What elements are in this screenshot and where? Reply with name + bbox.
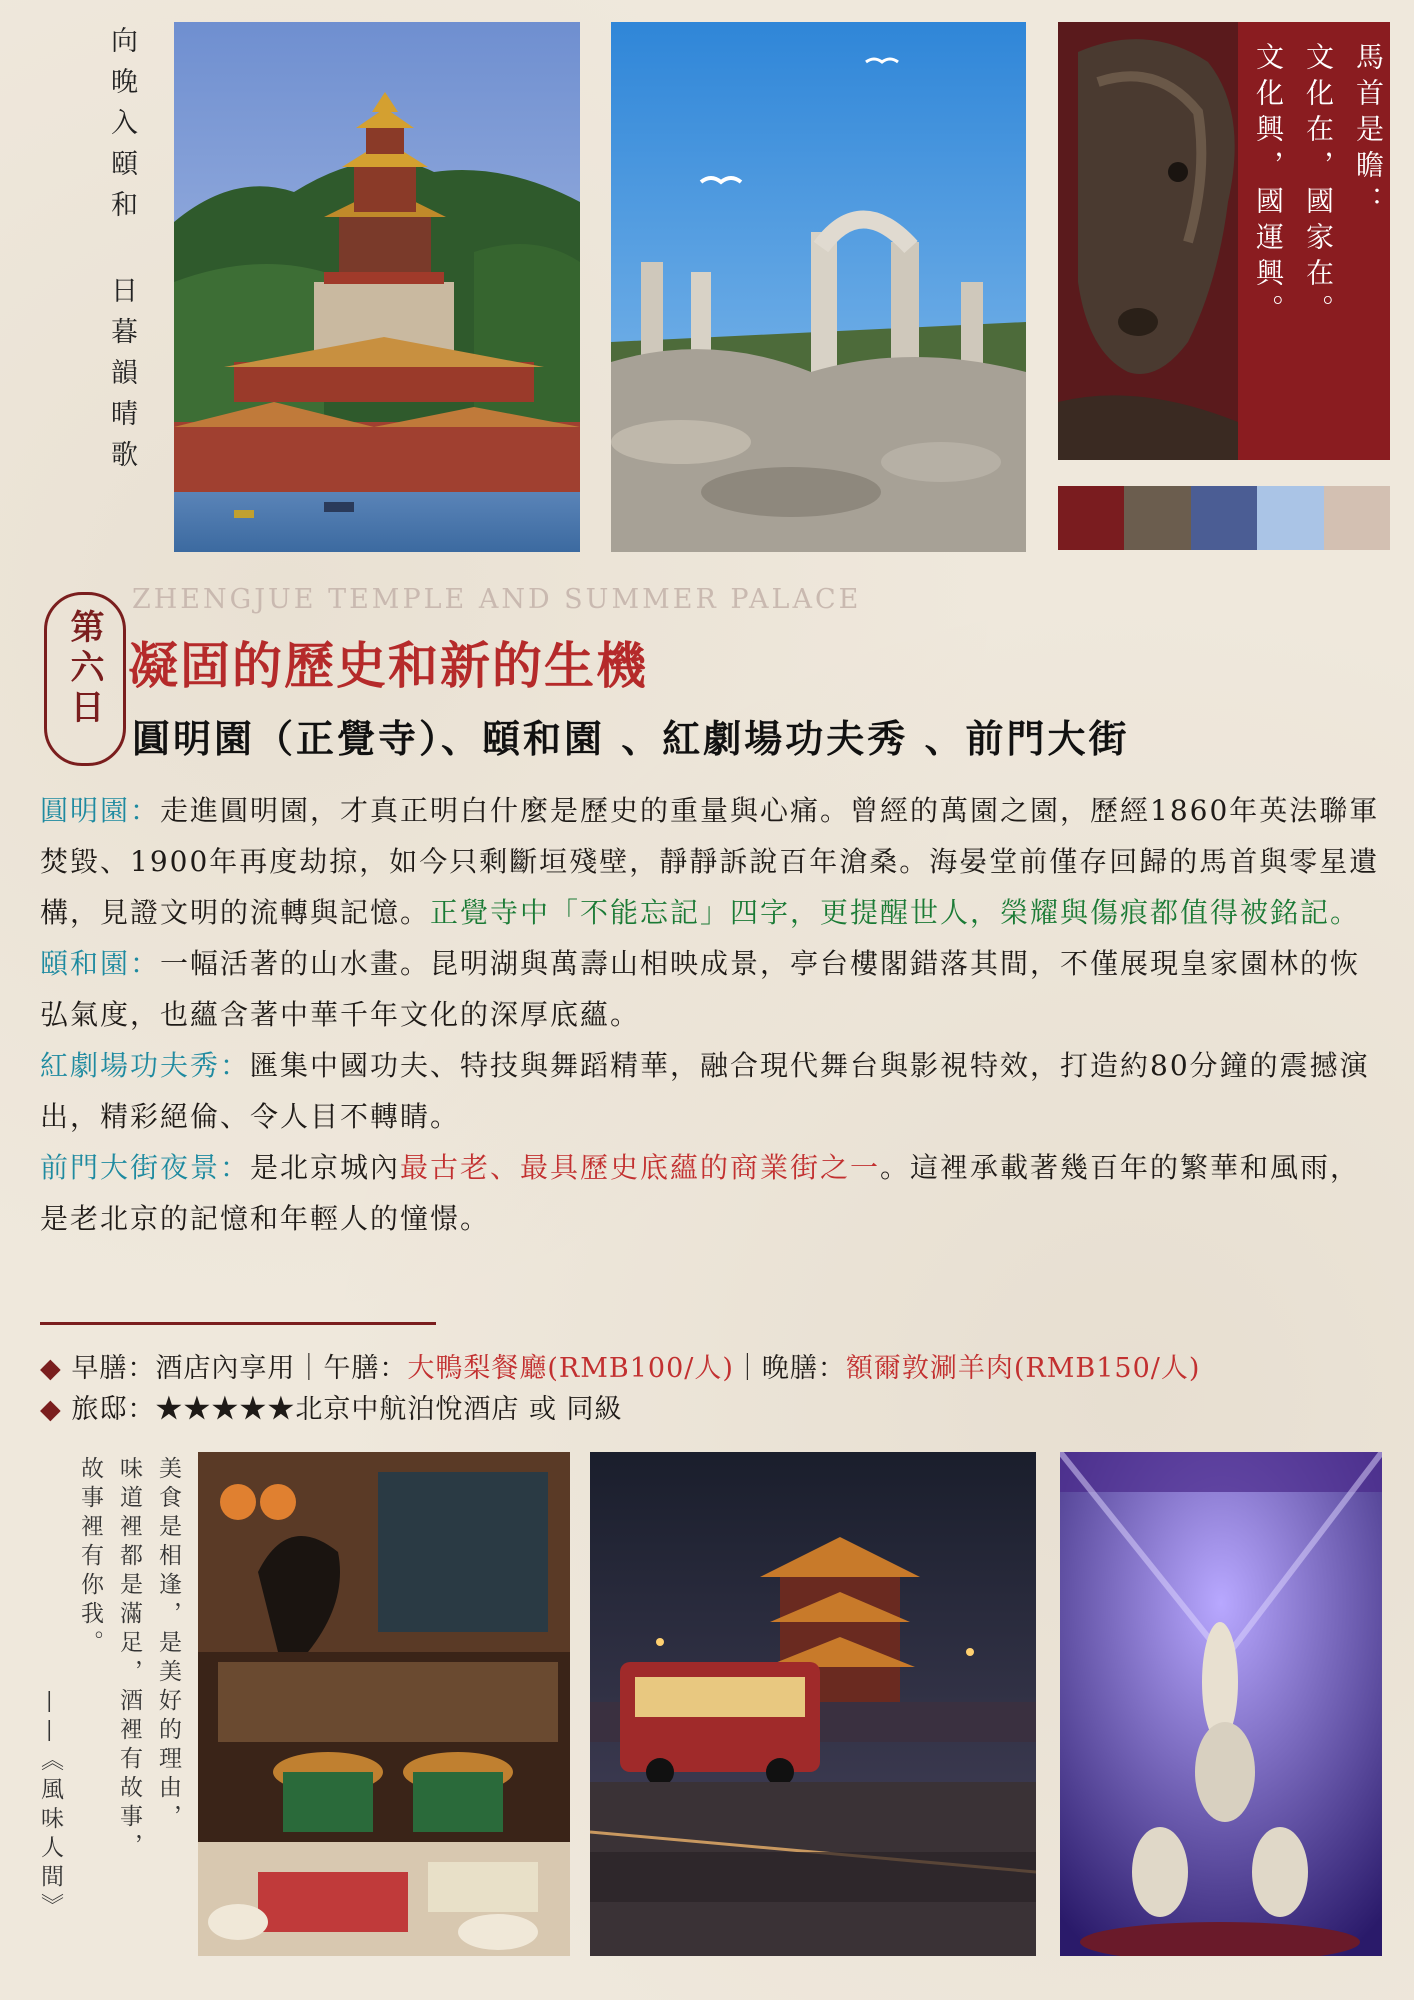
dinner-value: 額爾敦涮羊肉(RMB150/人)	[845, 1353, 1201, 1384]
label-yuanmingyuan: 圓明園：	[40, 794, 161, 827]
divider-line	[40, 1322, 436, 1325]
meals-line	[40, 1346, 1200, 1385]
text-qianmen-highlight: 最古老、最具歷史底蘊的商業街之一	[400, 1151, 881, 1184]
text-qianmen-b: 。這裡承載著幾百年的繁華和風雨，是老北京的記憶和年輕人的憧憬。	[40, 1151, 1361, 1235]
swatch-1	[1058, 486, 1124, 550]
paragraph-summer-palace	[40, 938, 1380, 1040]
horse-quote-line-2: 文化在，國家在。	[1302, 42, 1335, 330]
kungfu-show-photo	[1060, 1452, 1382, 1956]
day-label: 第六日	[64, 609, 104, 729]
label-kungfu-show: 紅劇場功夫秀：	[40, 1049, 251, 1082]
swatch-5	[1324, 486, 1390, 550]
summer-palace-photo	[174, 22, 580, 552]
text-yuanmingyuan: 走進圓明園，才真正明白什麼是歷史的重量與心痛。曾經的萬園之園，歷經1860年英法聯軍焚毀、1900年再度劫掠，如今只剩斷垣殘壁，靜靜訴說百年滄桑。海晏堂前僅存回歸的馬首與零星遺構，見證文明的流轉與記憶。	[40, 794, 1380, 929]
poem-source-text: ——《風味人間》	[37, 1690, 63, 1922]
hotel-label: 旅邸：	[71, 1394, 156, 1425]
itinerary-body	[40, 785, 1380, 1244]
horse-quote	[1248, 42, 1388, 330]
swatch-4	[1257, 486, 1323, 550]
top-vertical-poem	[102, 26, 141, 488]
hotel-line	[40, 1387, 623, 1426]
diamond-icon: ◆	[40, 1394, 62, 1425]
separator: ｜	[733, 1353, 762, 1384]
qianmen-night-photo	[590, 1452, 1036, 1956]
breakfast-label: 早膳：	[71, 1353, 156, 1384]
lunch-value: 大鴨梨餐廳(RMB100/人)	[407, 1353, 734, 1384]
bottom-poem-line-2: 味道裡都是滿足，酒裡有故事，	[116, 1456, 142, 1862]
english-title: ZHENGJUE TEMPLE AND SUMMER PALACE	[132, 584, 862, 615]
diamond-icon: ◆	[40, 1353, 62, 1384]
poem-text: 向晚入頤和 日暮韻晴歌	[106, 26, 137, 481]
hotel-name: 北京中航泊悅酒店 或 同級	[295, 1394, 623, 1425]
color-palette	[1058, 486, 1390, 550]
horse-quote-line-1: 馬首是瞻：	[1352, 42, 1385, 222]
hotpot-photo	[198, 1452, 570, 1956]
dinner-label: 晚膳：	[761, 1353, 846, 1384]
bottom-poem	[74, 1456, 185, 1862]
subtitle: 圓明園（正覺寺）、頤和園 、紅劇場功夫秀 、前門大街	[132, 716, 1130, 761]
bottom-poem-line-1: 美食是相逢，是美好的理由，	[155, 1456, 181, 1833]
main-title: 凝固的歷史和新的生機	[128, 636, 648, 695]
text-summer-palace: 一幅活著的山水畫。昆明湖與萬壽山相映成景，亭台樓閣錯落其間，不僅展現皇家園林的恢弘氣度，也蘊含著中華千年文化的深厚底蘊。	[40, 947, 1361, 1031]
breakfast-value: 酒店內享用	[155, 1353, 296, 1384]
text-qianmen-a: 是北京城內	[250, 1151, 401, 1184]
yuanmingyuan-ruins-photo	[611, 22, 1026, 552]
horse-quote-line-3: 文化興，國運興。	[1252, 42, 1285, 330]
label-qianmen: 前門大街夜景：	[40, 1151, 251, 1184]
bottom-poem-line-3: 故事裡有你我。	[77, 1456, 103, 1659]
day-badge	[44, 592, 126, 766]
label-summer-palace: 頤和園：	[40, 947, 161, 980]
swatch-2	[1124, 486, 1190, 550]
text-zhengjue: 正覺寺中「不能忘記」四字，更提醒世人，榮耀與傷痕都值得被銘記。	[430, 896, 1361, 929]
paragraph-kungfu-show	[40, 1040, 1380, 1142]
separator: ｜	[295, 1353, 324, 1384]
text-kungfu-show: 匯集中國功夫、特技與舞蹈精華，融合現代舞台與影視特效，打造約80分鐘的震撼演出，精彩絕倫、令人目不轉睛。	[40, 1049, 1370, 1133]
paragraph-yuanmingyuan	[40, 785, 1380, 938]
hotel-stars: ★★★★★	[155, 1394, 296, 1425]
lunch-label: 午膳：	[323, 1353, 408, 1384]
poem-source	[34, 1690, 67, 1928]
swatch-3	[1191, 486, 1257, 550]
paragraph-qianmen	[40, 1142, 1380, 1244]
